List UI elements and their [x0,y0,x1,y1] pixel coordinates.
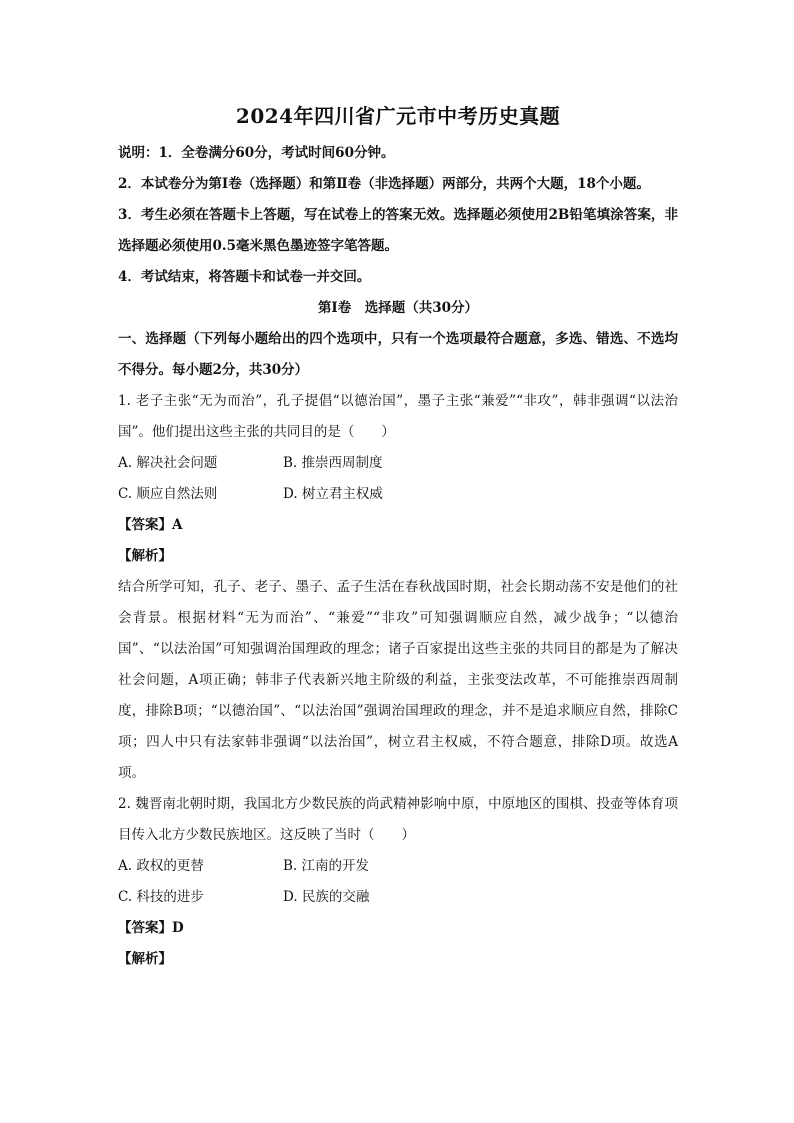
part-instructions: 一、选择题（下列每小题给出的四个选项中，只有一个选项最符合题意，多选、错选、不选均不得分。每小题2分，共30分） [118,331,678,378]
question-1-option-b: B. 推崇西周制度 [283,455,383,471]
note-3: 3．考生必须在答题卡上答题，写在试卷上的答案无效。选择题必须使用2B铅笔填涂答案，非选择题必须使用0.5毫米黑色墨迹签字笔答题。 [118,207,678,254]
question-2-option-b: B. 江南的开发 [283,858,370,874]
note-1: 说明：1．全卷满分60分，考试时间60分钟。 [118,145,395,161]
question-1-option-a: A. 解决社会问题 [118,455,218,471]
question-1-stem: 1. 老子主张“无为而治”，孔子提倡“以德治国”，墨子主张“兼爱”“非攻”，韩非强调“以法治国”。他们提出这些主张的共同目的是（ ） [118,393,678,440]
exam-page [118,100,678,975]
question-2-option-a: A. 政权的更替 [118,858,204,874]
note-4: 4．考试结束，将答题卡和试卷一并交回。 [118,269,371,285]
question-2-analysis-label: 【解析】 [118,951,172,967]
question-2-stem: 2. 魏晋南北朝时期，我国北方少数民族的尚武精神影响中原，中原地区的围棋、投壶等体育项目传入北方少数民族地区。这反映了当时（ ） [118,796,678,843]
question-1-option-d: D. 树立君主权威 [283,486,383,502]
page-title: 2024年四川省广元市中考历史真题 [235,104,561,128]
note-2: 2．本试卷分为第Ⅰ卷（选择题）和第Ⅱ卷（非选择题）两部分，共两个大题，18个小题。 [118,176,650,192]
question-1-options [118,448,678,510]
question-1-analysis: 结合所学可知，孔子、老子、墨子、孟子生活在春秋战国时期，社会长期动荡不安是他们的社会背景。根据材料“无为而治”、“兼爱”“非攻”可知强调顺应自然，减少战争；“以德治国”、“以法治国”可知强调治国理政的理念；诸子百家提出这些主张的共同目的都是为了解决社会问题，A项正确；韩非子代表新兴地主阶级的利益，主张变法改革，不可能推崇西周制度，排除B项；“以德治国”、“以法治国”强调治国理政的理念，并不是追求顺应自然，排除C项；四人中只有法家韩非强调“以法治国”，树立君主权威，不符合题意，排除D项。故选A项。 [118,579,678,781]
question-1-analysis-label: 【解析】 [118,548,172,564]
question-2-options [118,851,678,913]
question-1-answer: 【答案】A [118,517,183,533]
question-2-option-c: C. 科技的进步 [118,889,204,905]
section-heading: 第Ⅰ卷 选择题（共30分） [317,300,479,316]
question-2-option-d: D. 民族的交融 [283,889,370,905]
question-2-answer: 【答案】D [118,920,184,936]
question-1-option-c: C. 顺应自然法则 [118,486,218,502]
